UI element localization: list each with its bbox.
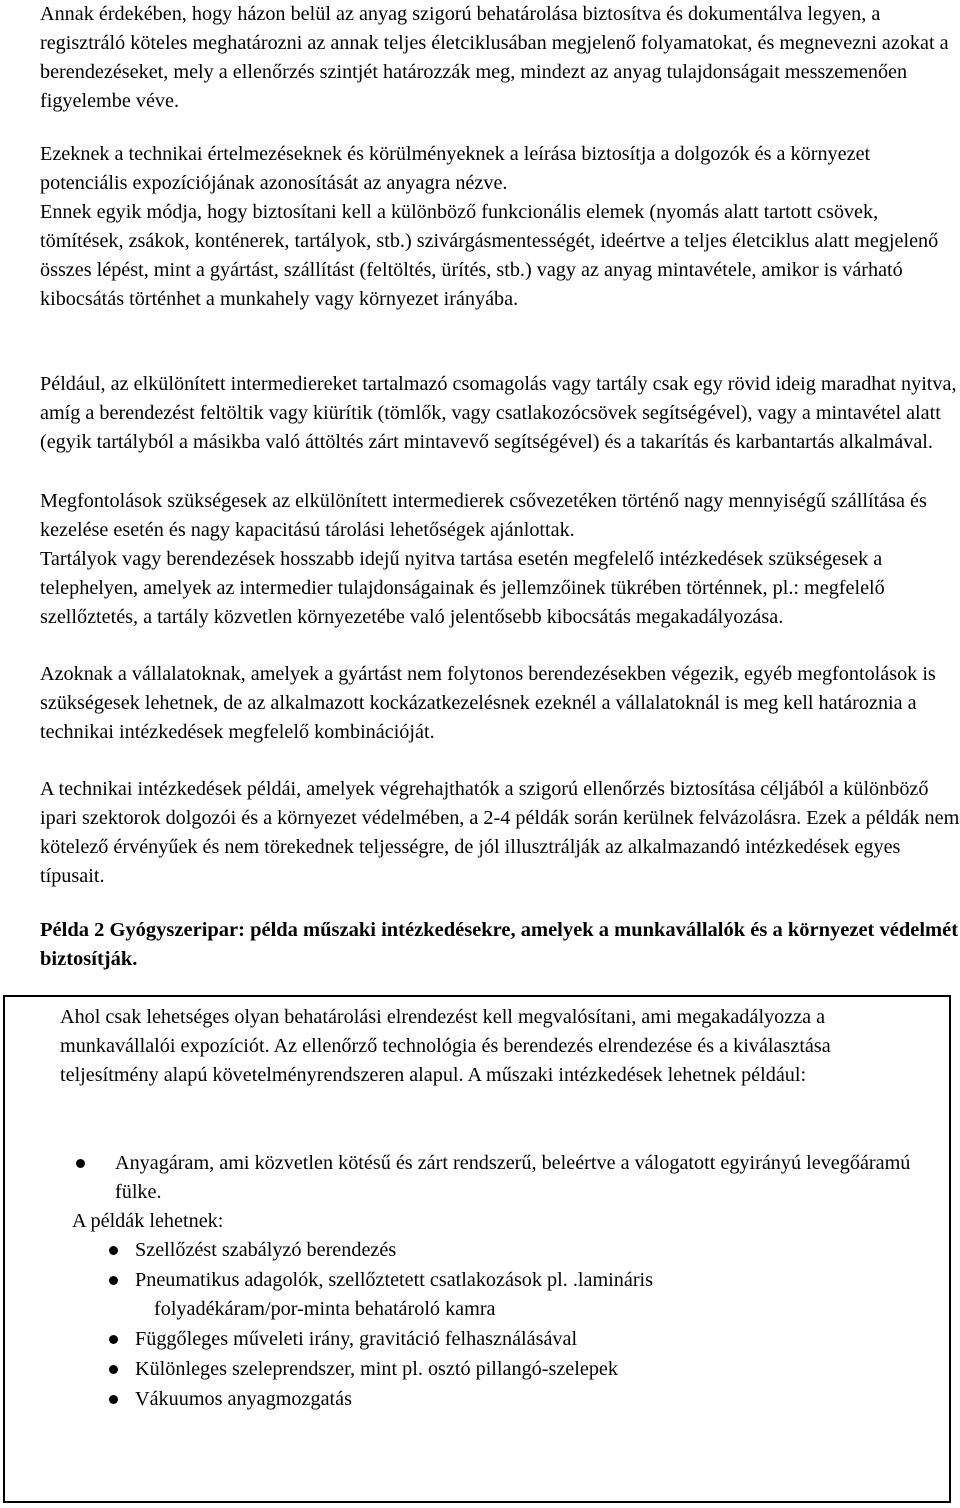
paragraph-exposure-identification: Ezeknek a technikai értelmezéseknek és körülményeknek a leírása biztosítja a dolgozók és a környezet potenciális expozíciójának azonosítását az anyagra nézve. xyxy=(40,143,871,194)
list-item xyxy=(108,1355,928,1384)
bullet-dot-icon xyxy=(109,1395,118,1404)
examples-label: A példák lehetnek: xyxy=(72,1210,224,1232)
paragraph-open-containers: Tartályok vagy berendezések hosszabb idejű nyitva tartása esetén megfelelő intézkedések szükségesek a telephelyen, amelyek az intermedier tulajdonságainak és jellemzőinek tükrében történnek, pl.: megfelelő szellőztetés, a tartály közvetlen környezetébe való jelentősebb kibocsátás megakadályozása. xyxy=(40,548,885,628)
list-item xyxy=(108,1236,928,1265)
list-item-text: Pneumatikus adagolók, szellőztetett csatlakozások pl. .lamináris xyxy=(135,1269,654,1291)
list-item-text: Vákuumos anyagmozgatás xyxy=(135,1388,352,1410)
list-item-continuation: folyadékáram/por-minta behatároló kamra xyxy=(154,1298,496,1320)
bullet-dot-icon xyxy=(109,1335,118,1344)
paragraph-batch-companies: Azoknak a vállalatoknak, amelyek a gyártást nem folytonos berendezésekben végezik, egyéb megfontolások is szükségesek lehetnek, de az alkalmazott kockázatkezelésnek ezeknél a vállalatoknál is meg kell határoznia a technikai intézkedések megfelelő kombinációját. xyxy=(40,663,936,743)
paragraph-pipeline-transport: Megfontolások szükségesek az elkülönített intermedierek csővezetéken történő nagy mennyiségű szállítása és kezelése esetén és nagy kapacitású tárolási lehetőségek ajánlottak. xyxy=(40,490,927,541)
list-item-text: Különleges szeleprendszer, mint pl. osztó pillangó-szelepek xyxy=(135,1358,618,1380)
list-item xyxy=(108,1325,928,1354)
bullet-dot-icon xyxy=(76,1159,85,1168)
bullet-dot-icon xyxy=(109,1276,118,1285)
paragraph-technical-examples: A technikai intézkedések példái, amelyek végrehajthatók a szigorú ellenőrzés biztosítása céljából a különböző ipari szektorok dolgozói és a környezet védelmében, a 2-4 példák során kerülnek felvázolásra. Ezek a példák nem kötelező érvényűek és nem törekednek teljességre, de jól illusztrálják az alkalmazandó intézkedések egyes típusait. xyxy=(40,778,960,887)
list-item-text: Függőleges műveleti irány, gravitáció felhasználásával xyxy=(135,1328,578,1350)
list-item-text: Szellőzést szabályzó berendezés xyxy=(135,1239,397,1261)
bullet-dot-icon xyxy=(109,1365,118,1374)
paragraph-leak-tightness: Ennek egyik módja, hogy biztosítani kell a különböző funkcionális elemek (nyomás alatt tartott csövek, tömítések, zsákok, konténerek, tartályok, stb.) szivárgásmentességét, ideértve a teljes életciklus alatt megjelenő összes lépést, mint a gyártást, szállítást (feltöltés, ürítés, stb.) vagy az anyag mintavétele, amikor is várható kibocsátás történhet a munkahely vagy környezet irányába. xyxy=(40,201,939,310)
paragraph-containment-documentation: Annak érdekében, hogy házon belül az anyag szigorú behatárolása biztosítva és dokumentálva legyen, a regisztráló köteles meghatározni az annak teljes életciklusában megjelenő folyamatokat, és megnevezni azokat a berendezéseket, mely a ellenőrzés szintjét határozzák meg, mindezt az anyag tulajdonságait messzemenően figyelembe véve. xyxy=(40,3,949,112)
list-item xyxy=(108,1385,928,1414)
box-intro-text: Ahol csak lehetséges olyan behatárolási elrendezést kell megvalósítani, ami megakadályozza a munkavállalói expozíciót. Az ellenőrző technológia és berendezés elrendezése és a kiválasztása teljesítmény alapú követelményrendszeren alapul. A műszaki intézkedések lehetnek például: xyxy=(60,1006,831,1086)
examples-list xyxy=(108,1236,928,1415)
box-bullet-text: Anyagáram, ami közvetlen kötésű és zárt rendszerű, beleértve a válogatott egyirányú levegőáramú fülke. xyxy=(115,1152,911,1203)
example-heading: Példa 2 Gyógyszeripar: példa műszaki intézkedésekre, amelyek a munkavállalók és a környezet védelmét biztosítják. xyxy=(40,919,959,970)
list-item xyxy=(108,1266,928,1324)
paragraph-packaging-example: Például, az elkülönített intermediereket tartalmazó csomagolás vagy tartály csak egy rövid ideig maradhat nyitva, amíg a berendezést feltöltik vagy kiürítik (tömlők, vagy csatlakozócsövek segítségével), vagy a mintavétel alatt (egyik tartályból a másikba való áttöltés zárt mintavevő segítségével) és a takarítás és karbantartás alkalmával. xyxy=(40,373,957,453)
bullet-dot-icon xyxy=(109,1246,118,1255)
